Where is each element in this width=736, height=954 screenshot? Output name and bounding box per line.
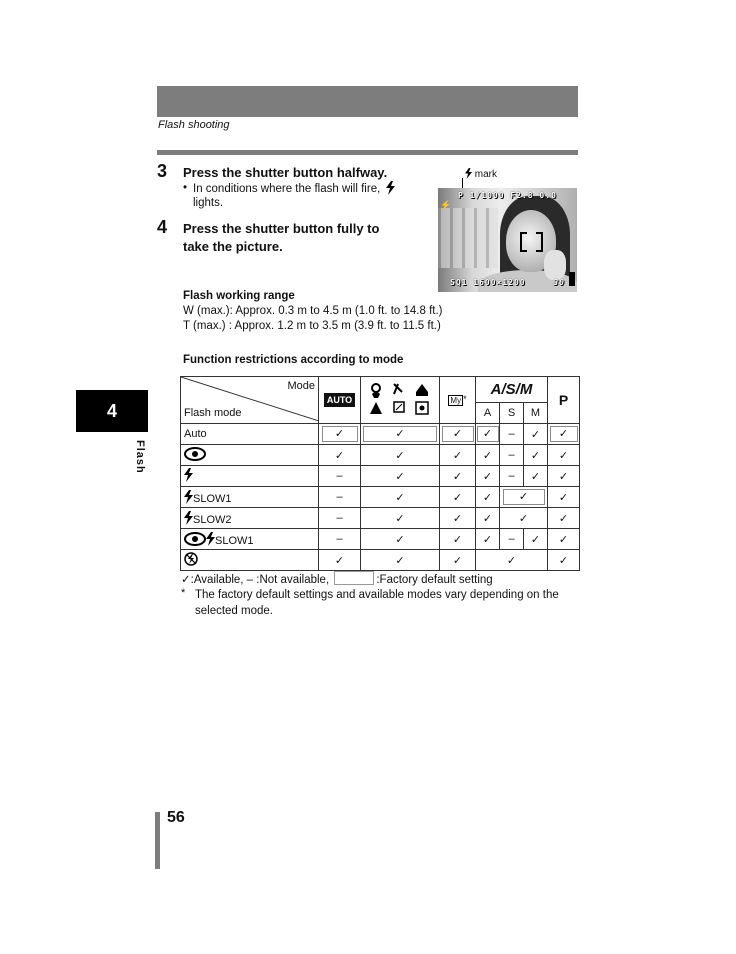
cell: ✓ <box>440 508 476 529</box>
scene-modes-icon <box>364 380 436 418</box>
cell <box>361 424 440 445</box>
table-row <box>181 424 580 445</box>
section-label: Flash shooting <box>158 119 230 131</box>
cell: ✓ <box>361 529 440 550</box>
cell: – <box>319 466 361 487</box>
cell: ✓ <box>476 487 500 508</box>
factory-default-cell: ✓ <box>363 426 437 442</box>
step-3-bullet: • <box>183 182 188 194</box>
flash-off-icon <box>184 552 198 566</box>
cell: ✓ <box>548 487 580 508</box>
col-my-header <box>440 377 476 424</box>
step-4-title-line1: Press the shutter button fully to <box>183 221 380 236</box>
redeye-slow1-label: SLOW1 <box>215 534 254 547</box>
table-row <box>181 550 580 571</box>
col-p-header <box>548 377 580 424</box>
cell: ✓ <box>524 466 548 487</box>
cell: ✓ <box>361 508 440 529</box>
cell: ✓ <box>548 466 580 487</box>
page-number: 56 <box>167 809 185 826</box>
factory-default-cell: ✓ <box>503 489 545 505</box>
flash-icon <box>184 468 193 482</box>
cell: – <box>500 445 524 466</box>
restrictions-title: Function restrictions according to mode <box>183 354 404 366</box>
flash-range-title: Flash working range <box>183 290 295 302</box>
factory-default-cell: ✓ <box>477 426 499 442</box>
background-window <box>438 208 498 268</box>
table-row <box>181 508 580 529</box>
cell: ✓ <box>319 445 361 466</box>
asm-label: A/S/M <box>490 381 533 398</box>
af-bracket-left-icon <box>520 232 527 252</box>
cell: ✓ <box>476 550 548 571</box>
cell: ✓ <box>548 445 580 466</box>
cell: ✓ <box>361 550 440 571</box>
factory-default-cell: ✓ <box>442 426 474 442</box>
footnote-text: The factory default settings and available modes vary depending on the selected mode. <box>195 589 559 617</box>
factory-default-swatch <box>334 571 374 585</box>
cell: – <box>500 529 524 550</box>
lcd-preview-image <box>438 188 577 292</box>
row-label-redeye-slow1 <box>181 529 319 550</box>
my-mode-asterisk: * <box>463 394 467 404</box>
flash-mark-label: mark <box>474 169 498 180</box>
p-label: P <box>558 392 569 408</box>
row-label-auto: Auto <box>181 424 319 445</box>
flash-indicator-icon: ⚡ <box>440 200 452 210</box>
table-row <box>181 529 580 550</box>
lcd-frame-count: 30 <box>553 278 565 287</box>
col-m-header: M <box>524 403 548 424</box>
cell <box>476 424 500 445</box>
table-corner-header <box>181 377 319 424</box>
red-eye-icon <box>184 447 206 461</box>
cell <box>440 424 476 445</box>
footnote-asterisk: * <box>181 587 186 599</box>
chapter-header-bar <box>157 86 578 117</box>
factory-default-cell: ✓ <box>550 426 578 442</box>
flash-range-tele: T (max.) : Approx. 1.2 m to 3.5 m (3.9 ft. to 11.5 ft.) <box>183 320 441 332</box>
cell: – <box>319 487 361 508</box>
step-4-title-line2: take the picture. <box>183 239 283 254</box>
table-row <box>181 445 580 466</box>
cell: ✓ <box>319 550 361 571</box>
cell: ✓ <box>524 529 548 550</box>
cell: ✓ <box>548 550 580 571</box>
cell: – <box>500 424 524 445</box>
row-label-slow2 <box>181 508 319 529</box>
row-label-flash-off <box>181 550 319 571</box>
cell: ✓ <box>548 508 580 529</box>
cell: ✓ <box>440 487 476 508</box>
cell: ✓ <box>440 445 476 466</box>
cell: ✓ <box>440 550 476 571</box>
row-label-slow1 <box>181 487 319 508</box>
cell: ✓ <box>524 445 548 466</box>
flash-icon <box>184 511 193 525</box>
cell: ✓ <box>476 445 500 466</box>
cell: ✓ <box>361 445 440 466</box>
col-asm-header <box>476 377 548 403</box>
step-3-detail-2: lights. <box>193 197 224 209</box>
cell <box>548 424 580 445</box>
cell: ✓ <box>476 529 500 550</box>
red-eye-icon <box>184 532 206 546</box>
cell: ✓ <box>548 529 580 550</box>
factory-default-cell: ✓ <box>322 426 358 442</box>
legend-factory-default: :Factory default setting <box>376 574 493 586</box>
auto-mode-icon: AUTO <box>324 393 355 407</box>
section-rule <box>157 150 578 155</box>
table-legend <box>181 571 493 586</box>
cell: ✓ <box>440 529 476 550</box>
flash-icon <box>386 181 395 195</box>
flash-range-wide: W (max.): Approx. 0.3 m to 4.5 m (1.0 ft. to 14.8 ft.) <box>183 305 443 317</box>
slow2-label: SLOW2 <box>193 513 232 526</box>
cell: ✓ <box>476 508 500 529</box>
cell: ✓ <box>440 466 476 487</box>
row-label-fill-in <box>181 466 319 487</box>
step-3-detail <box>193 181 395 197</box>
cell: – <box>319 508 361 529</box>
cell <box>319 424 361 445</box>
lcd-bottom-readout: SQ1 1600×1200 <box>450 278 526 287</box>
flash-mode-header-label: Flash mode <box>184 407 242 419</box>
subject-hand <box>544 250 566 280</box>
step-3-title: Press the shutter button halfway. <box>183 165 388 180</box>
page-number-bar <box>155 812 160 869</box>
flash-icon <box>184 490 193 504</box>
cell: ✓ <box>361 487 440 508</box>
cell: ✓ <box>361 466 440 487</box>
my-mode-icon: My <box>450 396 462 405</box>
flash-icon <box>206 532 215 546</box>
cell: ✓ <box>524 424 548 445</box>
chapter-title-vertical: Flash <box>134 440 146 474</box>
chapter-tab: 4 <box>76 390 148 432</box>
flash-mark-callout <box>465 168 497 180</box>
flash-icon <box>465 168 472 179</box>
col-s-header: S <box>500 403 524 424</box>
col-auto-header <box>319 377 361 424</box>
cell <box>500 487 548 508</box>
cell: ✓ <box>500 508 548 529</box>
step-3-number: 3 <box>157 161 168 181</box>
mode-header-label: Mode <box>287 380 315 392</box>
lcd-top-readout: P 1/1000 F2.8 0.0 <box>458 191 557 200</box>
step-4-number: 4 <box>157 217 168 237</box>
battery-icon <box>569 272 575 286</box>
legend-available: ✓:Available, – :Not available, <box>181 574 330 586</box>
cell: – <box>319 529 361 550</box>
cell: ✓ <box>476 466 500 487</box>
table-row <box>181 466 580 487</box>
col-scene-header <box>361 377 440 424</box>
af-bracket-right-icon <box>536 232 543 252</box>
slow1-label: SLOW1 <box>193 492 232 505</box>
step-3-detail-text: In conditions where the flash will fire, <box>193 183 381 195</box>
row-label-redeye <box>181 445 319 466</box>
table-row <box>181 487 580 508</box>
mode-restrictions-table <box>180 376 580 571</box>
col-a-header: A <box>476 403 500 424</box>
cell: – <box>500 466 524 487</box>
